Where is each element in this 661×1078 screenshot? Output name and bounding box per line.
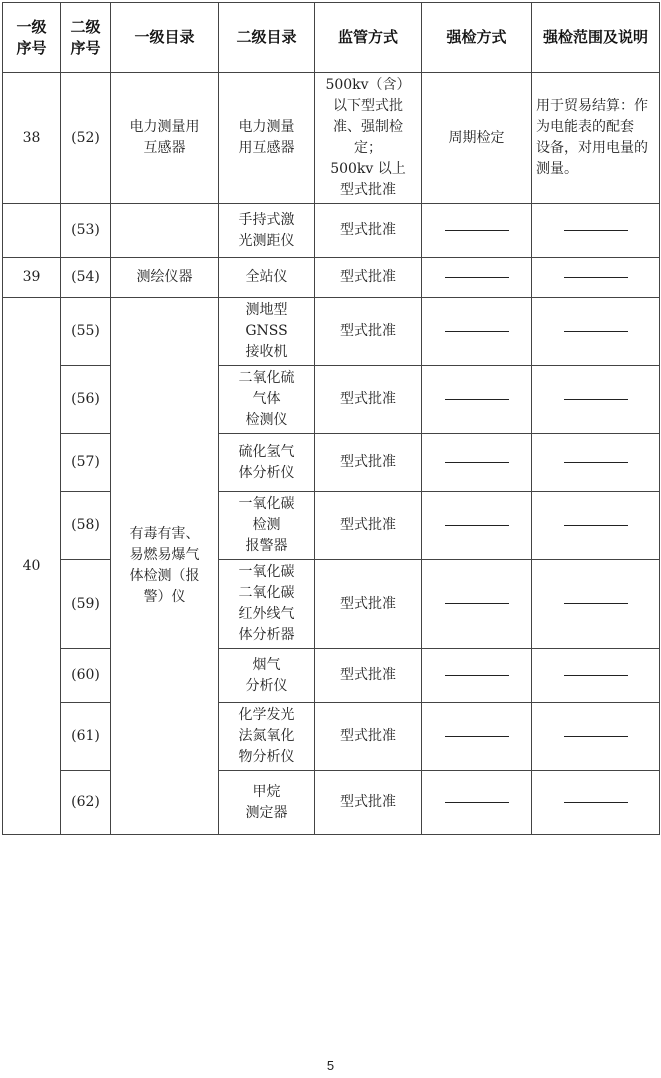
inspection-cell [422,649,532,703]
blank-dash-line [445,736,509,737]
level1-no-cell: 40 [3,298,61,835]
table-row [3,73,660,204]
header-level1-dir: 一级目录 [111,3,219,73]
table-row [3,366,660,434]
scope-cell [532,560,660,649]
inspection-cell [422,204,532,258]
inspection-cell [422,492,532,560]
level2-no-cell: (54) [61,258,111,298]
table-row [3,649,660,703]
supervision-cell: 型式批准 [315,492,422,560]
table-header-row [3,3,660,73]
scope-cell [532,298,660,366]
supervision-cell: 500kv（含） 以下型式批 准、强制检 定； 500kv 以上 型式批准 [315,73,422,204]
blank-dash-line [445,230,509,231]
level2-no-cell: (61) [61,703,111,771]
blank-dash-line [445,675,509,676]
blank-dash-line [564,736,628,737]
level2-no-cell: (53) [61,204,111,258]
blank-dash-line [445,331,509,332]
level1-no-cell: 38 [3,73,61,204]
scope-cell [532,258,660,298]
table-row [3,771,660,835]
level1-dir-cell: 电力测量用 互感器 [111,73,219,204]
inspection-cell [422,366,532,434]
header-scope: 强检范围及说明 [532,3,660,73]
blank-dash-line [445,277,509,278]
regulatory-catalog-table [2,2,660,835]
supervision-cell: 型式批准 [315,298,422,366]
level2-dir-cell: 烟气 分析仪 [219,649,315,703]
scope-cell [532,434,660,492]
supervision-cell: 型式批准 [315,204,422,258]
scope-cell [532,204,660,258]
table-row [3,492,660,560]
supervision-cell: 型式批准 [315,258,422,298]
blank-dash-line [564,675,628,676]
inspection-cell: 周期检定 [422,73,532,204]
level2-no-cell: (58) [61,492,111,560]
inspection-cell [422,703,532,771]
inspection-cell [422,434,532,492]
level2-no-cell: (59) [61,560,111,649]
supervision-cell: 型式批准 [315,434,422,492]
table-row [3,258,660,298]
table-row [3,560,660,649]
level2-dir-cell: 一氧化碳 检测 报警器 [219,492,315,560]
level2-no-cell: (60) [61,649,111,703]
scope-cell [532,366,660,434]
level2-no-cell: (52) [61,73,111,204]
table-row [3,703,660,771]
level1-no-cell: 39 [3,258,61,298]
table-row [3,204,660,258]
inspection-cell [422,560,532,649]
inspection-cell [422,298,532,366]
level2-dir-cell: 化学发光 法氮氧化 物分析仪 [219,703,315,771]
supervision-cell: 型式批准 [315,649,422,703]
blank-dash-line [445,399,509,400]
level2-no-cell: (55) [61,298,111,366]
blank-dash-line [445,802,509,803]
supervision-cell: 型式批准 [315,703,422,771]
level2-dir-cell: 手持式激 光测距仪 [219,204,315,258]
level2-no-cell: (56) [61,366,111,434]
level2-no-cell: (57) [61,434,111,492]
level1-dir-cell: 有毒有害、 易燃易爆气 体检测（报 警）仪 [111,298,219,835]
level2-no-cell: (62) [61,771,111,835]
header-inspection: 强检方式 [422,3,532,73]
blank-dash-line [445,525,509,526]
scope-cell [532,703,660,771]
supervision-cell: 型式批准 [315,771,422,835]
level2-dir-cell: 一氧化碳 二氧化碳 红外线气 体分析器 [219,560,315,649]
table-row [3,298,660,366]
page-number: 5 [326,1058,335,1073]
header-supervision: 监管方式 [315,3,422,73]
header-level1-no: 一级 序号 [3,3,61,73]
blank-dash-line [564,277,628,278]
header-level2-no: 二级 序号 [61,3,111,73]
level2-dir-cell: 硫化氢气 体分析仪 [219,434,315,492]
level2-dir-cell: 二氧化硫 气体 检测仪 [219,366,315,434]
blank-dash-line [445,603,509,604]
table-row [3,434,660,492]
level1-dir-cell-empty [111,204,219,258]
supervision-cell: 型式批准 [315,560,422,649]
blank-dash-line [564,399,628,400]
level1-no-cell-empty [3,204,61,258]
blank-dash-line [564,331,628,332]
level2-dir-cell: 甲烷 测定器 [219,771,315,835]
blank-dash-line [564,802,628,803]
inspection-cell [422,258,532,298]
blank-dash-line [564,230,628,231]
supervision-cell: 型式批准 [315,366,422,434]
level2-dir-cell: 电力测量 用互感器 [219,73,315,204]
level2-dir-cell: 全站仪 [219,258,315,298]
scope-cell [532,771,660,835]
scope-cell: 用于贸易结算：作 为电能表的配套 设备，对用电量的 测量。 [532,73,660,204]
blank-dash-line [564,462,628,463]
inspection-cell [422,771,532,835]
scope-cell [532,492,660,560]
blank-dash-line [445,462,509,463]
scope-cell [532,649,660,703]
level2-dir-cell: 测地型 GNSS 接收机 [219,298,315,366]
header-level2-dir: 二级目录 [219,3,315,73]
blank-dash-line [564,603,628,604]
blank-dash-line [564,525,628,526]
level1-dir-cell: 测绘仪器 [111,258,219,298]
